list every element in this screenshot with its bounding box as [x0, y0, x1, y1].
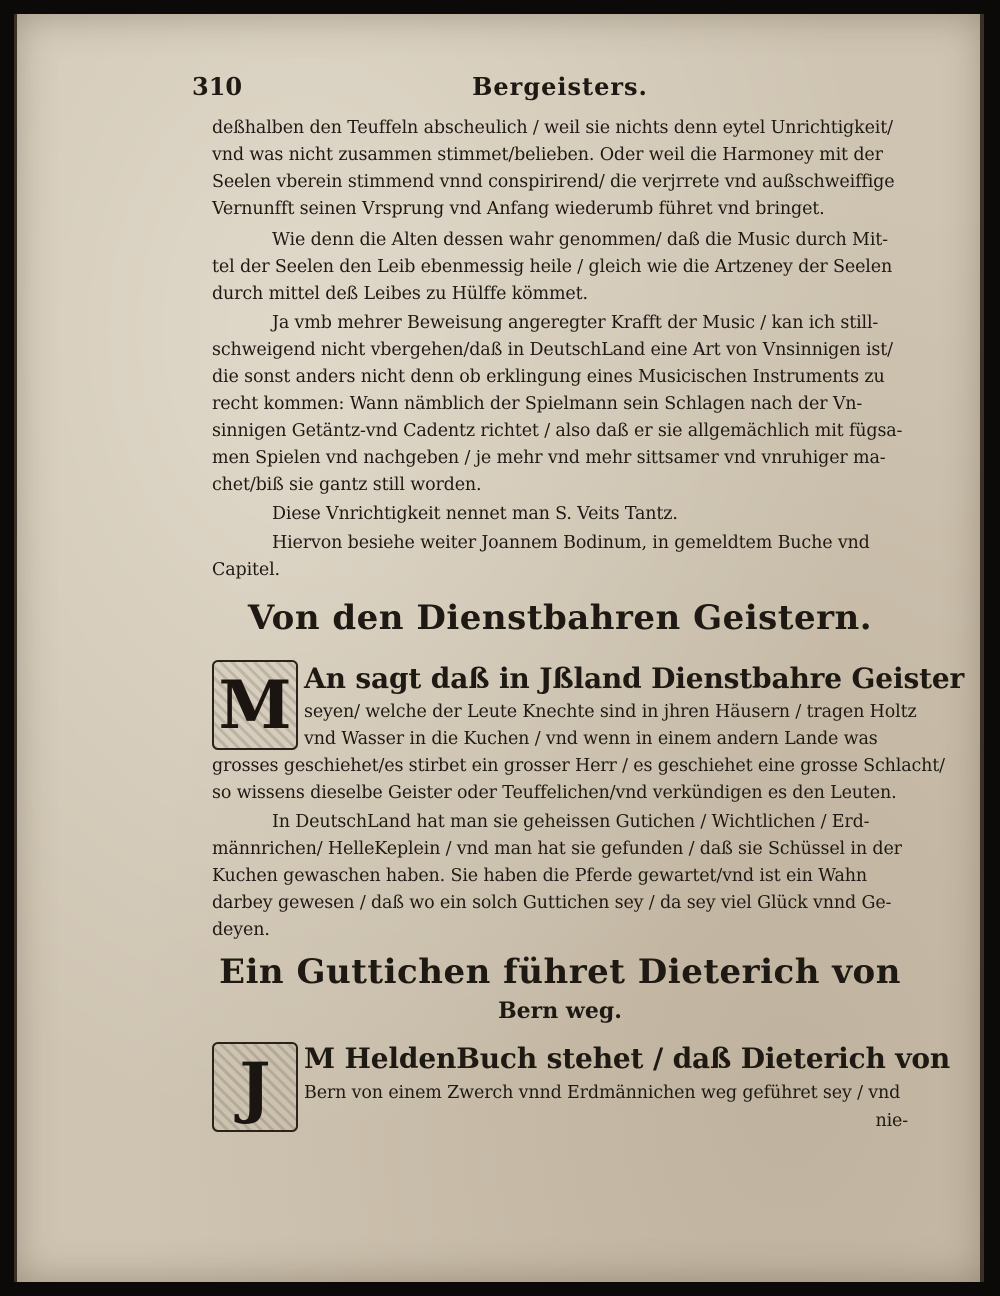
text-line: vnd Wasser in die Kuchen / vnd wenn in einem andern Lande was — [304, 729, 878, 749]
text-line: In DeutschLand hat man sie geheissen Gutichen / Wichtlichen / Erd- — [272, 812, 870, 832]
text-line: die sonst anders nicht denn ob erklingung eines Musicischen Instruments zu — [212, 367, 885, 387]
text-line: schweigend nicht vbergehen/daß in DeutschLand eine Art von Vnsinnigen ist/ — [212, 340, 893, 360]
text-line: Hiervon besiehe weiter Joannem Bodinum, in gemeldtem Buche vnd — [272, 533, 870, 553]
text-line: darbey gewesen / daß wo ein solch Guttichen sey / da sey viel Glück vnnd Ge- — [212, 893, 892, 913]
text-line: durch mittel deß Leibes zu Hülffe kömmet. — [212, 284, 588, 304]
text-line: männrichen/ HelleKeplein / vnd man hat sie gefunden / daß sie Schüssel in der — [212, 839, 902, 859]
decorated-initial: J — [212, 1042, 298, 1132]
text-line: chet/biß sie gantz still worden. — [212, 475, 482, 495]
text-line: Capitel. — [212, 560, 280, 580]
text-line: Vernunfft seinen Vrsprung vnd Anfang wiederumb führet vnd bringet. — [212, 199, 825, 219]
text-line: Wie denn die Alten dessen wahr genommen/ daß die Music durch Mit- — [272, 230, 888, 250]
text-line: tel der Seelen den Leib ebenmessig heile / gleich wie die Artzeney der Seelen — [212, 257, 893, 277]
decorated-initial: M — [212, 660, 298, 750]
text-line: Seelen vberein stimmend vnnd conspirirend/ die verjrrete vnd außschweiffige — [212, 172, 895, 192]
text-line: grosses geschiehet/es stirbet ein grosser Herr / es geschiehet eine grosse Schlacht/ — [212, 756, 945, 776]
section-heading: Von den Dienstbahren Geistern. — [247, 598, 873, 638]
text-line: vnd was nicht zusammen stimmet/belieben. Oder weil die Harmoney mit der — [212, 145, 883, 165]
text-line: sinnigen Getäntz-vnd Cadentz richtet / also daß er sie allgemächlich mit fügsa- — [212, 421, 903, 441]
running-title: Bergeisters. — [472, 72, 648, 101]
text-line: deßhalben den Teuffeln abscheulich / weil sie nichts denn eytel Unrichtigkeit/ — [212, 118, 893, 138]
text-line: Ja vmb mehrer Beweisung angeregter Krafft der Music / kan ich still- — [272, 313, 879, 333]
catchword: nie- — [875, 1111, 908, 1131]
page-edge-right — [980, 14, 984, 1282]
text-line: recht kommen: Wann nämblich der Spielmann sein Schlagen nach der Vn- — [212, 394, 863, 414]
text-line: M HeldenBuch stehet / daß Dieterich von — [304, 1042, 951, 1075]
text-line: Diese Vnrichtigkeit nennet man S. Veits Tantz. — [272, 504, 678, 524]
page-number: 310 — [192, 72, 243, 101]
body-text — [212, 0, 965, 1296]
text-line: deyen. — [212, 920, 270, 940]
text-line: Kuchen gewaschen haben. Sie haben die Pferde gewartet/vnd ist ein Wahn — [212, 866, 867, 886]
text-line: seyen/ welche der Leute Knechte sind in jhren Häusern / tragen Holtz — [304, 702, 917, 722]
text-line: so wissens dieselbe Geister oder Teuffelichen/vnd verkündigen es den Leuten. — [212, 783, 897, 803]
page-edge-left — [14, 14, 17, 1282]
text-line: An sagt daß in Jßland Dienstbahre Geister — [304, 662, 965, 695]
text-line: men Spielen vnd nachgeben / je mehr vnd mehr sittsamer vnd vnruhiger ma- — [212, 448, 886, 468]
section-heading: Ein Guttichen führet Dieterich von — [219, 952, 901, 992]
section-subheading: Bern weg. — [498, 998, 622, 1024]
text-line: Bern von einem Zwerch vnnd Erdmännichen weg geführet sey / vnd — [304, 1083, 901, 1103]
